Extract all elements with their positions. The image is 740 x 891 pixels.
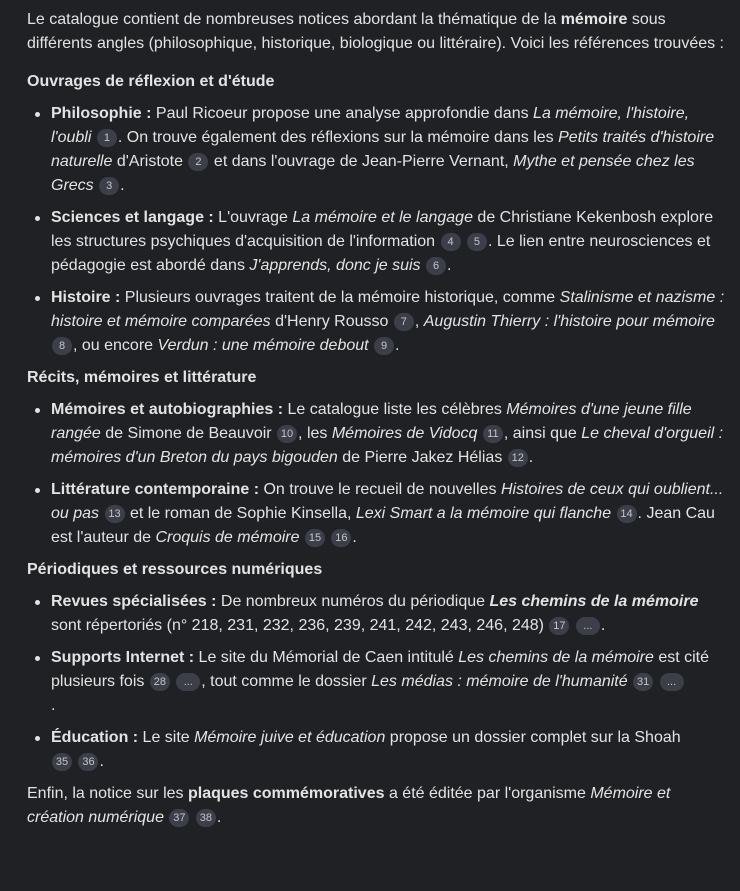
citation-chip[interactable]: 31	[633, 673, 653, 691]
intro-paragraph	[27, 8, 728, 56]
citation-chip[interactable]: 13	[105, 505, 125, 523]
intro-text: Le catalogue contient de nombreuses notices abordant la thématique de la	[27, 11, 561, 28]
book-title: Mémoires de Vidocq	[331, 425, 478, 442]
item-text: , ainsi que	[503, 425, 582, 442]
book-title: J'apprends, donc je suis	[249, 257, 421, 274]
citation-chip[interactable]: 7	[394, 313, 414, 331]
intro-text-2: sous différents angles (philosophique, historique, biologique ou littéraire). Voici les références trouvées :	[27, 11, 724, 52]
item-text: , les	[298, 425, 332, 442]
item-text: . Le lien entre neurosciences et pédagogie est abordé dans	[51, 233, 711, 274]
book-title: Petits traités d'histoire naturelle	[51, 129, 715, 170]
list-item-supports-internet	[51, 646, 728, 718]
citation-chip[interactable]: 4	[441, 233, 461, 251]
citation-chip[interactable]: 10	[277, 425, 297, 443]
item-label: Supports Internet :	[51, 649, 195, 666]
citation-chip[interactable]: 12	[508, 449, 528, 467]
final-bold: plaques commémoratives	[187, 785, 385, 802]
item-label: Histoire :	[51, 289, 121, 306]
item-text: On trouve le recueil de nouvelles	[259, 481, 501, 498]
citation-more-chip[interactable]: ...	[660, 673, 684, 691]
item-text: .	[528, 449, 534, 466]
item-text: de Christiane Kekenbosh explore les structures psychiques d'acquisition de l'information	[51, 209, 714, 250]
item-text: et le roman de Sophie Kinsella,	[125, 505, 356, 522]
citation-more-chip[interactable]: ...	[176, 673, 200, 691]
citation-chip[interactable]: 9	[374, 337, 394, 355]
list-item-memoires-autobiographies	[51, 398, 728, 470]
item-text: L'ouvrage	[213, 209, 293, 226]
citation-chip[interactable]: 11	[483, 425, 503, 443]
book-title: Augustin Thierry : l'histoire pour mémoire	[423, 313, 715, 330]
item-text: sont répertoriés (n° 218, 231, 232, 236, 239, 241, 242, 243, 246, 248)	[51, 617, 549, 634]
item-text: Plusieurs ouvrages traitent de la mémoire historique, comme	[120, 289, 560, 306]
section-heading-periodiques: Périodiques et ressources numériques	[27, 561, 323, 578]
item-text: , tout comme le dossier	[201, 673, 372, 690]
book-title: Histoires de ceux qui oublient... ou pas	[51, 481, 724, 522]
final-text: Enfin, la notice sur les	[27, 785, 188, 802]
book-title: Lexi Smart a la mémoire qui flanche	[355, 505, 612, 522]
item-text: .	[352, 529, 357, 546]
book-title: La mémoire, l'histoire, l'oubli	[51, 105, 690, 146]
citation-chip[interactable]: 14	[617, 505, 637, 523]
item-label: Philosophie :	[51, 105, 152, 122]
item-text: .	[395, 337, 400, 354]
item-text: d'Henry Rousso	[270, 313, 393, 330]
list-item-histoire	[51, 286, 728, 358]
citation-chip[interactable]: 5	[467, 233, 487, 251]
item-text: d'Aristote	[112, 153, 188, 170]
book-title: Le cheval d'orgueil : mémoires d'un Breton du pays bigouden	[51, 425, 724, 466]
item-text: ,	[414, 313, 424, 330]
citation-chip[interactable]: 6	[426, 257, 446, 275]
citation-chip[interactable]: 16	[331, 529, 351, 547]
citation-chip[interactable]: 36	[78, 753, 98, 771]
item-text: Le site du Mémorial de Caen intitulé	[194, 649, 459, 666]
book-title: Mythe et pensée chez les Grecs	[51, 153, 695, 194]
item-label: Éducation :	[51, 729, 139, 746]
item-text: de Pierre Jakez Hélias	[337, 449, 507, 466]
item-text: , ou encore	[73, 337, 158, 354]
citation-chip[interactable]: 2	[188, 153, 208, 171]
book-title: Mémoires d'une jeune fille rangée	[51, 401, 692, 442]
item-text: .	[99, 753, 104, 770]
list-item-revues	[51, 590, 728, 638]
periodical-title: Les chemins de la mémoire	[489, 593, 699, 610]
citation-chip[interactable]: 28	[150, 673, 170, 691]
citation-chip[interactable]: 38	[196, 809, 216, 827]
citation-chip[interactable]: 35	[52, 753, 72, 771]
citation-chip[interactable]: 17	[549, 617, 569, 635]
section-list-reflexion	[27, 102, 728, 358]
list-item-litterature-contemporaine	[51, 478, 728, 550]
citation-chip[interactable]: 3	[99, 177, 119, 195]
intro-bold: mémoire	[560, 11, 628, 28]
section-list-recits	[27, 398, 728, 550]
item-label: Sciences et langage :	[51, 209, 214, 226]
citation-chip[interactable]: 37	[169, 809, 189, 827]
site-title: Les chemins de la mémoire	[458, 649, 654, 666]
item-text: de Simone de Beauvoir	[100, 425, 277, 442]
final-text: a été éditée par l'organisme	[384, 785, 591, 802]
item-text: propose un dossier complet sur la Shoah	[385, 729, 681, 746]
item-text: .	[120, 177, 125, 194]
book-title: Stalinisme et nazisme : histoire et mémoire comparées	[51, 289, 725, 330]
final-paragraph	[27, 782, 728, 830]
item-text: . On trouve également des réflexions sur la mémoire dans les	[117, 129, 559, 146]
citation-chip[interactable]: 15	[305, 529, 325, 547]
book-title: Croquis de mémoire	[155, 529, 300, 546]
section-heading-recits: Récits, mémoires et littérature	[27, 369, 257, 386]
item-text: est cité plusieurs fois	[51, 649, 710, 690]
item-text: . Jean Cau est l'auteur de	[51, 505, 715, 546]
item-text: Paul Ricoeur propose une analyse approfondie dans	[151, 105, 534, 122]
item-text: .	[447, 257, 452, 274]
item-text: Le catalogue liste les célèbres	[283, 401, 507, 418]
citation-chip[interactable]: 8	[52, 337, 72, 355]
dossier-title: Les médias : mémoire de l'humanité	[371, 673, 628, 690]
item-text: De nombreux numéros du périodique	[216, 593, 490, 610]
book-title: Verdun : une mémoire debout	[157, 337, 369, 354]
section-list-periodiques	[27, 590, 728, 774]
item-text: .	[51, 697, 56, 714]
item-text: et dans l'ouvrage de Jean-Pierre Vernant,	[209, 153, 514, 170]
item-label: Revues spécialisées :	[51, 593, 217, 610]
citation-more-chip[interactable]: ...	[576, 617, 600, 635]
item-label: Mémoires et autobiographies :	[51, 401, 284, 418]
site-title: Mémoire juive et éducation	[194, 729, 386, 746]
section-heading-reflexion: Ouvrages de réflexion et d'étude	[27, 73, 275, 90]
item-label: Littérature contemporaine :	[51, 481, 260, 498]
final-text: .	[216, 809, 222, 826]
list-item-sciences-langage	[51, 206, 728, 278]
organisation-title: Mémoire et création numérique	[27, 785, 671, 826]
item-text: Le site	[138, 729, 195, 746]
list-item-education	[51, 726, 728, 774]
list-item-philosophie	[51, 102, 728, 198]
item-text: .	[600, 617, 606, 634]
citation-chip[interactable]: 1	[97, 129, 117, 147]
book-title: La mémoire et le langage	[292, 209, 473, 226]
